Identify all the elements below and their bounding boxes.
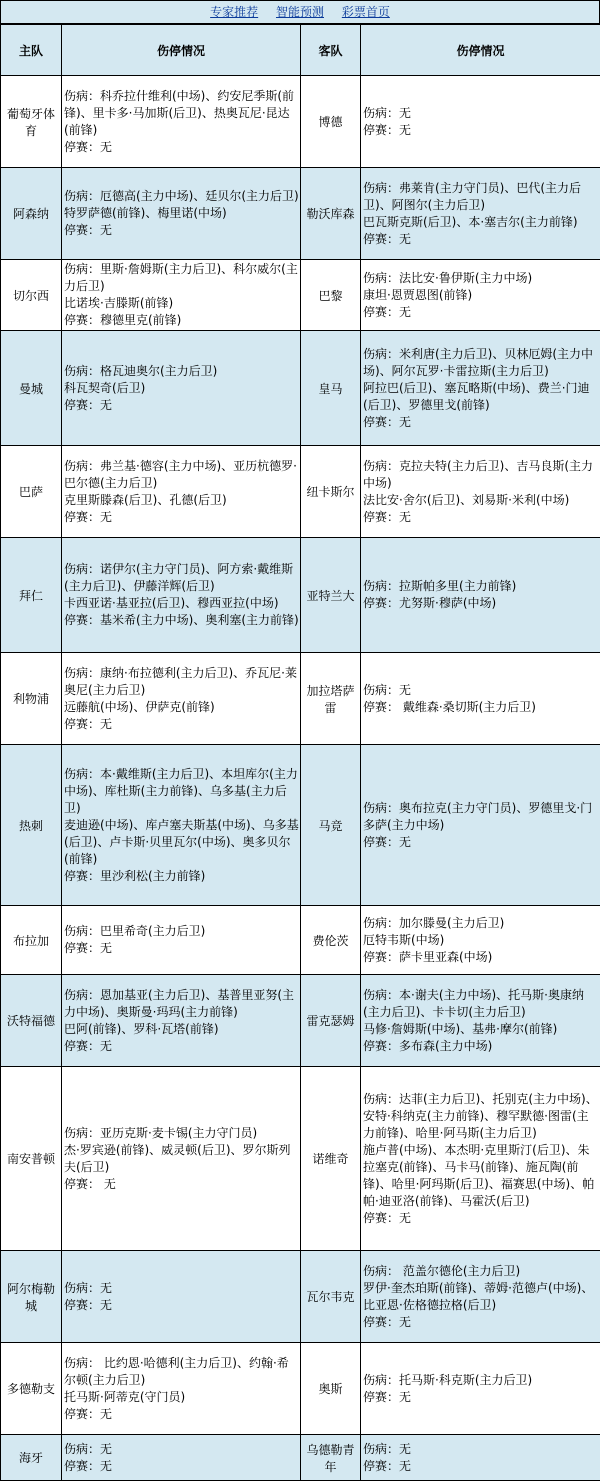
home-injury-line: 停赛：无 bbox=[64, 941, 113, 955]
away-injury-info bbox=[361, 1343, 600, 1435]
home-team: 热刺 bbox=[1, 745, 62, 906]
home-injury-line: 克里斯滕森(后卫)、孔德(后卫) bbox=[64, 492, 227, 507]
home-injury-line: 停赛：基米希(主力中场)、奥利塞(主力前锋) bbox=[64, 613, 299, 627]
away-injury-line: 停赛：无 bbox=[363, 304, 412, 319]
table-row bbox=[1, 1343, 600, 1435]
away-injury-info bbox=[361, 538, 600, 653]
away-injury-line: 伤病：托马斯·科克斯(主力后卫) bbox=[363, 1372, 533, 1387]
home-team: 海牙 bbox=[1, 1435, 62, 1481]
away-injury-info bbox=[361, 975, 600, 1067]
table-row bbox=[1, 975, 600, 1067]
home-injury-info bbox=[62, 1435, 301, 1481]
home-injury-line: 停赛：无 bbox=[64, 509, 113, 524]
away-injury-info bbox=[361, 906, 600, 975]
away-injury-line: 停赛：萨卡里亚森(中场) bbox=[363, 949, 493, 964]
home-injury-info bbox=[62, 538, 301, 653]
home-injury-line: 停赛：无 bbox=[64, 1458, 113, 1473]
away-injury-line: 施卢普(中场)、本杰明·克里斯汀(后卫)、朱拉塞克(前锋)、马卡马(前锋)、施瓦陶(前锋)、哈里·阿玛斯(后卫)、福赛思(中场)、帕帕·迪亚洛(前锋)、马霍沃(后卫) bbox=[363, 1142, 595, 1208]
away-team: 瓦尔韦克 bbox=[301, 1251, 361, 1343]
home-injury-line: 伤病：厄德高(主力中场)、廷贝尔(主力后卫) bbox=[64, 189, 299, 203]
table-row bbox=[1, 446, 600, 538]
home-injury-line: 伤病：亚历克斯·麦卡锡(主力守门员) bbox=[64, 1125, 258, 1140]
table-row bbox=[1, 76, 600, 168]
home-injury-info bbox=[62, 1343, 301, 1435]
home-injury-line: 杰·罗宾逊(前锋)、威灵顿(后卫)、罗尔斯列夫(后卫) bbox=[64, 1142, 291, 1174]
table-row bbox=[1, 745, 600, 906]
home-team: 曼城 bbox=[1, 331, 62, 446]
table-row bbox=[1, 1251, 600, 1343]
home-injury-info bbox=[62, 745, 301, 906]
away-injury-line: 伤病：加尔滕曼(主力后卫) bbox=[363, 915, 505, 930]
home-injury-line: 停赛： 无 bbox=[64, 1176, 116, 1191]
home-injury-line: 伤病：本·戴维斯(主力后卫)、本坦库尔(主力中场)、库杜斯(主力前锋)、乌多基(主力后卫) bbox=[64, 766, 298, 815]
away-injury-line: 伤病：无 bbox=[363, 105, 412, 120]
home-injury-line: 伤病：无 bbox=[64, 1441, 113, 1456]
away-injury-info bbox=[361, 1435, 600, 1481]
home-injury-line: 比诺埃·吉滕斯(前锋) bbox=[64, 296, 174, 310]
home-injury-line: 停赛：无 bbox=[64, 1406, 113, 1421]
nav-link-prediction[interactable]: 智能预测 bbox=[275, 5, 324, 19]
home-injury-line: 伤病：无 bbox=[64, 1280, 113, 1295]
away-injury-line: 伤病：无 bbox=[363, 682, 412, 697]
away-injury-info bbox=[361, 446, 600, 538]
home-injury-line: 停赛：里沙利松(主力前锋) bbox=[64, 868, 206, 883]
away-injury-info bbox=[361, 1067, 600, 1251]
away-injury-line: 停赛：无 bbox=[363, 1210, 412, 1225]
away-team: 奥斯 bbox=[301, 1343, 361, 1435]
home-injury-info bbox=[62, 76, 301, 168]
table-body bbox=[1, 76, 600, 1481]
injury-table bbox=[0, 24, 600, 1481]
away-team: 博德 bbox=[301, 76, 361, 168]
table-row bbox=[1, 1067, 600, 1251]
away-team: 巴黎 bbox=[301, 260, 361, 331]
away-injury-line: 伤病：米利唐(主力后卫)、贝林厄姆(主力中场)、阿尔瓦罗·卡雷拉斯(主力后卫) bbox=[363, 346, 594, 378]
home-injury-line: 停赛：无 bbox=[64, 1038, 113, 1053]
table-row bbox=[1, 260, 600, 331]
away-injury-line: 罗伊·奎杰珀斯(前锋)、蒂姆·范德卢(中场)、比亚恩·佐格德拉格(后卫) bbox=[363, 1280, 594, 1312]
home-injury-line: 巴阿(前锋)、罗科·瓦塔(前锋) bbox=[64, 1021, 219, 1036]
away-injury-info bbox=[361, 653, 600, 745]
table-row bbox=[1, 331, 600, 446]
away-injury-line: 停赛：无 bbox=[363, 231, 412, 246]
home-injury-info bbox=[62, 168, 301, 260]
home-injury-line: 停赛：无 bbox=[64, 397, 113, 412]
away-team: 马竞 bbox=[301, 745, 361, 906]
header-home: 主队 bbox=[1, 25, 62, 76]
away-injury-line: 伤病：奥布拉克(主力守门员)、罗德里戈·门多萨(主力中场) bbox=[363, 800, 593, 832]
away-injury-line: 厄特韦斯(中场) bbox=[363, 932, 445, 947]
home-injury-line: 伤病：康纳·布拉德利(主力后卫)、乔瓦尼·莱奥尼(主力后卫) bbox=[64, 665, 297, 697]
away-injury-line: 停赛：无 bbox=[363, 1314, 412, 1329]
home-injury-line: 停赛：无 bbox=[64, 139, 113, 154]
away-injury-line: 停赛：无 bbox=[363, 1389, 412, 1404]
home-team: 多德勒支 bbox=[1, 1343, 62, 1435]
away-injury-info bbox=[361, 260, 600, 331]
home-injury-line: 托马斯·阿蒂克(守门员) bbox=[64, 1389, 186, 1404]
home-injury-line: 伤病： 比约恩·哈德利(主力后卫)、约翰·希尔顿(主力后卫) bbox=[64, 1355, 289, 1387]
away-injury-line: 马修·詹姆斯(中场)、基弗·摩尔(前锋) bbox=[363, 1021, 558, 1036]
home-team: 阿森纳 bbox=[1, 168, 62, 260]
away-injury-line: 巴瓦斯克斯(后卫)、本·塞吉尔(主力前锋) bbox=[363, 214, 578, 229]
away-team: 加拉塔萨雷 bbox=[301, 653, 361, 745]
table-row bbox=[1, 906, 600, 975]
home-injury-line: 停赛：穆德里克(前锋) bbox=[64, 313, 182, 327]
away-injury-line: 伤病：拉斯帕多里(主力前锋) bbox=[363, 579, 517, 593]
away-team: 皇马 bbox=[301, 331, 361, 446]
home-team: 利物浦 bbox=[1, 653, 62, 745]
away-injury-line: 停赛：无 bbox=[363, 509, 412, 524]
home-injury-info bbox=[62, 1251, 301, 1343]
table-row bbox=[1, 168, 600, 260]
home-injury-line: 远藤航(中场)、伊萨克(前锋) bbox=[64, 699, 215, 714]
nav-link-lottery-home[interactable]: 彩票首页 bbox=[341, 5, 390, 19]
home-injury-info bbox=[62, 906, 301, 975]
home-team: 布拉加 bbox=[1, 906, 62, 975]
home-injury-line: 停赛：无 bbox=[64, 716, 113, 731]
header-away: 客队 bbox=[301, 25, 361, 76]
away-injury-line: 伤病：达菲(主力后卫)、托别克(主力中场)、安特·科纳克(主力前锋)、穆罕默德·图雷(主力前锋)、哈里·阿马斯(主力后卫) bbox=[363, 1091, 598, 1140]
home-injury-line: 科瓦契奇(后卫) bbox=[64, 380, 146, 395]
home-injury-line: 停赛：无 bbox=[64, 223, 113, 237]
away-injury-line: 伤病：法比安·鲁伊斯(主力中场) bbox=[363, 270, 533, 285]
away-injury-info bbox=[361, 1251, 600, 1343]
away-injury-line: 阿拉巴(后卫)、塞瓦略斯(中场)、费兰·门迪(后卫)、罗德里戈(前锋) bbox=[363, 380, 590, 412]
away-injury-line: 伤病：本·谢夫(主力中场)、托马斯·奥康纳(主力后卫)、卡卡切(主力后卫) bbox=[363, 987, 584, 1019]
away-injury-info bbox=[361, 331, 600, 446]
away-injury-info bbox=[361, 745, 600, 906]
away-injury-info bbox=[361, 76, 600, 168]
away-injury-line: 康坦·恩贾恩图(前锋) bbox=[363, 287, 473, 302]
home-injury-line: 伤病：巴里希奇(主力后卫) bbox=[64, 924, 206, 938]
home-injury-line: 伤病：格瓦迪奥尔(主力后卫) bbox=[64, 363, 218, 378]
home-injury-line: 特罗萨德(前锋)、梅里诺(中场) bbox=[64, 206, 227, 220]
top-nav bbox=[0, 0, 600, 24]
home-injury-line: 卡西亚诺·基亚拉(后卫)、穆西亚拉(中场) bbox=[64, 596, 279, 610]
home-injury-line: 伤病：诺伊尔(主力守门员)、阿方索·戴维斯(主力后卫)、伊藤洋辉(后卫) bbox=[64, 562, 294, 593]
away-injury-line: 法比安·舍尔(后卫)、刘易斯·米利(中场) bbox=[363, 492, 570, 507]
home-team: 阿尔梅勒城 bbox=[1, 1251, 62, 1343]
home-team: 拜仁 bbox=[1, 538, 62, 653]
home-injury-info bbox=[62, 1067, 301, 1251]
away-team: 乌德勒青年 bbox=[301, 1435, 361, 1481]
header-home-injury: 伤停情况 bbox=[62, 25, 301, 76]
home-injury-line: 麦迪逊(中场)、库卢塞夫斯基(中场)、乌多基(后卫)、卢卡斯·贝里瓦尔(中场)、奥多贝尔(前锋) bbox=[64, 817, 299, 866]
away-injury-line: 停赛：多布森(主力中场) bbox=[363, 1038, 493, 1053]
home-injury-info bbox=[62, 975, 301, 1067]
home-team: 巴萨 bbox=[1, 446, 62, 538]
table-row bbox=[1, 1435, 600, 1481]
away-injury-line: 伤病： 范盖尔德伦(主力后卫) bbox=[363, 1263, 521, 1278]
table-row bbox=[1, 653, 600, 745]
home-injury-line: 伤病：里斯·詹姆斯(主力后卫)、科尔威尔(主力后卫) bbox=[64, 262, 298, 293]
home-injury-info bbox=[62, 446, 301, 538]
away-injury-info bbox=[361, 168, 600, 260]
home-injury-line: 伤病：恩加基亚(主力后卫)、基普里亚努(主力中场)、奥斯曼·玛玛(主力前锋) bbox=[64, 987, 295, 1019]
home-team: 葡萄牙体育 bbox=[1, 76, 62, 168]
home-injury-info bbox=[62, 260, 301, 331]
away-injury-line: 停赛：尤努斯·穆萨(中场) bbox=[363, 596, 497, 610]
home-team: 切尔西 bbox=[1, 260, 62, 331]
home-team: 沃特福德 bbox=[1, 975, 62, 1067]
table-row bbox=[1, 538, 600, 653]
away-team: 费伦茨 bbox=[301, 906, 361, 975]
away-team: 雷克瑟姆 bbox=[301, 975, 361, 1067]
home-injury-line: 伤病：科乔拉什维利(中场)、约安尼季斯(前锋)、里卡多·马加斯(后卫)、热奥瓦尼·昆达(前锋) bbox=[64, 88, 295, 137]
away-team: 勒沃库森 bbox=[301, 168, 361, 260]
away-team: 亚特兰大 bbox=[301, 538, 361, 653]
home-injury-line: 停赛：无 bbox=[64, 1297, 113, 1312]
away-team: 诺维奇 bbox=[301, 1067, 361, 1251]
home-injury-info bbox=[62, 331, 301, 446]
away-injury-line: 停赛：无 bbox=[363, 834, 412, 849]
away-injury-line: 伤病：克拉夫特(主力后卫)、吉马良斯(主力中场) bbox=[363, 458, 594, 490]
away-injury-line: 伤病：弗莱肯(主力守门员)、巴代(主力后卫)、阿图尔(主力后卫) bbox=[363, 180, 582, 212]
home-injury-line: 伤病：弗兰基·德容(主力中场)、亚历杭德罗·巴尔德(主力后卫) bbox=[64, 458, 297, 490]
away-injury-line: 停赛：无 bbox=[363, 1458, 412, 1473]
home-team: 南安普顿 bbox=[1, 1067, 62, 1251]
nav-link-expert[interactable]: 专家推荐 bbox=[210, 5, 259, 19]
away-injury-line: 停赛：无 bbox=[363, 122, 412, 137]
away-injury-line: 停赛：无 bbox=[363, 414, 412, 429]
away-team: 纽卡斯尔 bbox=[301, 446, 361, 538]
header-away-injury: 伤停情况 bbox=[361, 25, 600, 76]
table-header-row bbox=[1, 25, 600, 76]
away-injury-line: 伤病：无 bbox=[363, 1441, 412, 1456]
home-injury-info bbox=[62, 653, 301, 745]
away-injury-line: 停赛： 戴维森·桑切斯(主力后卫) bbox=[363, 699, 536, 714]
